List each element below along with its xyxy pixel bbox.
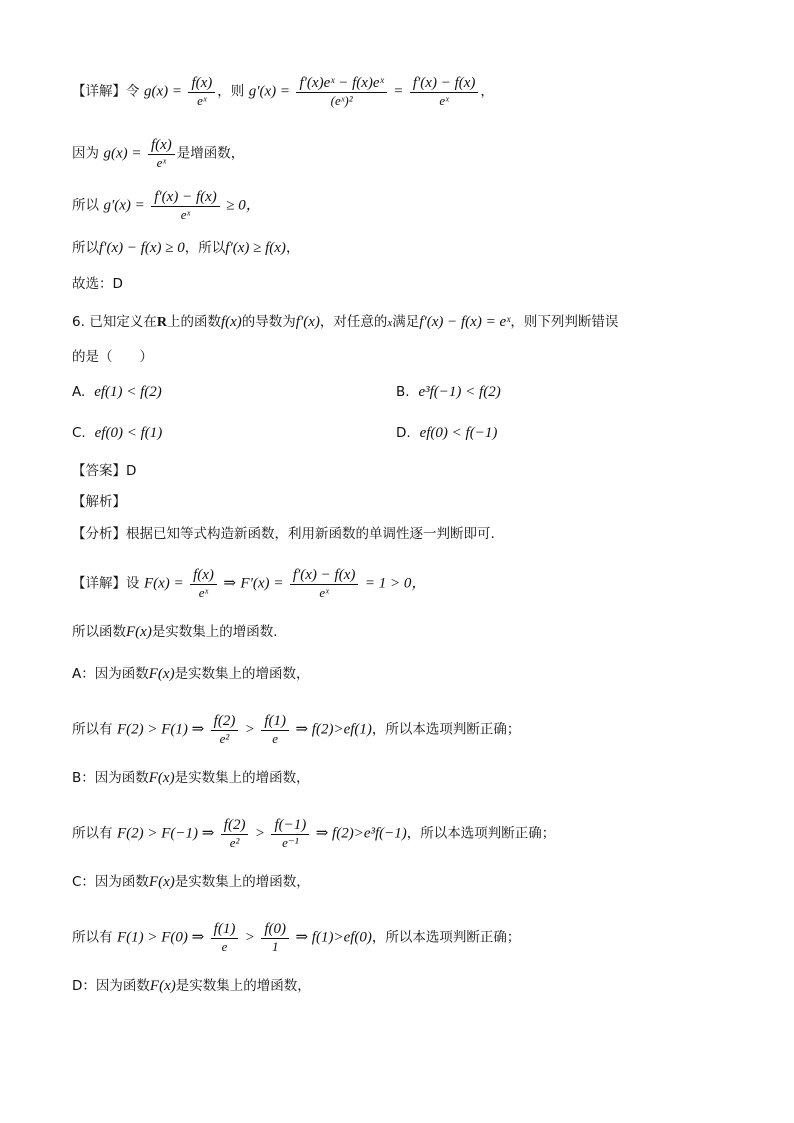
question-number: 6. [72, 314, 85, 330]
fraction: $\frac{f'(x) - f(x)}{\text{eˣ}}$ [290, 566, 359, 601]
fraction: $\frac{f'(x) - f(x)}{\text{eˣ}}$ [410, 74, 479, 109]
option-d: D. ef(0) < f(−1) [396, 425, 498, 441]
fraction: $\frac{f(2)}{\text{e²}}$ [211, 712, 239, 747]
fraction: $\frac{\text{f′(x)eˣ − f(x)eˣ}}{\text{(eˣ)²}}$ [296, 74, 386, 109]
option-b: B. e³f(−1) < f(2) [396, 384, 501, 400]
because-line: 因为 g(x) = $\frac{f(x)}{\text{eˣ}}$ 是增函数， [72, 137, 245, 170]
part-a-derivation: 所以有 F(2) > F(1) ⇒ $\frac{f(2)}{\text{e²}}$ > $\frac{f(1)}{e}$ ⇒ f(2)>ef(1)，所以本选项判断正确； [72, 713, 521, 746]
option-c: C. ef(0) < f(1) [72, 425, 163, 441]
option-a: A. ef(1) < f(2) [72, 384, 162, 400]
question-line-1: 6. 已知定义在R上的函数f(x)的导数为f′(x)，对任意的x满足f′(x) − f(x) = eˣ，则下列判断错误 [72, 314, 619, 330]
question-line-2: 的是（ ） [72, 349, 153, 365]
fraction: $\frac{f(x)}{\text{eˣ}}$ [188, 74, 215, 109]
fraction: $\frac{f(x)}{\text{eˣ}}$ [148, 136, 175, 171]
fraction: $\frac{f(-1)}{\text{e⁻¹}}$ [271, 816, 309, 851]
part-d-head: D：因为函数F(x)是实数集上的增函数， [72, 978, 311, 994]
so-line-1: 所以 g′(x) = $\frac{f'(x) - f(x)}{\text{eˣ}}$ ≥ 0， [72, 189, 261, 222]
part-c-derivation: 所以有 F(1) > F(0) ⇒ $\frac{f(1)}{e}$ > $\frac{f(0)}{1}$ ⇒ f(1)>ef(0)，所以本选项判断正确； [72, 921, 521, 954]
detail-line-1: 【详解】令 g(x) = $\frac{f(x)}{\text{eˣ}}$ ，则 g′(x) = $\frac{\text{f′(x)eˣ − f(x)eˣ}}{\text{(eˣ)²}}$ = $\frac{f'(x) - f(x)}{\text{eˣ}}$ ， [72, 75, 494, 108]
fraction: $\frac{f'(x) - f(x)}{\text{eˣ}}$ [151, 188, 220, 223]
so-line-2: 所以f′(x) − f(x) ≥ 0，所以f′(x) ≥ f(x)， [72, 240, 300, 256]
fraction: $\frac{f(0)}{1}$ [261, 920, 289, 955]
fraction: $\frac{f(1)}{e}$ [211, 920, 239, 955]
analysis-tag: 【解析】 [72, 494, 126, 510]
part-b-head: B：因为函数F(x)是实数集上的增函数， [72, 770, 310, 786]
part-a-head: A：因为函数F(x)是实数集上的增函数， [72, 666, 310, 682]
detail-line-2: 【详解】设 F(x) = $\frac{f(x)}{\text{eˣ}}$ ⇒ F′(x) = $\frac{f'(x) - f(x)}{\text{eˣ}}$ = 1 > 0， [72, 567, 427, 600]
part-b-derivation: 所以有 F(2) > F(−1) ⇒ $\frac{f(2)}{\text{e²}}$ > $\frac{f(-1)}{\text{e⁻¹}}$ ⇒ f(2)>e³f(−1)，所以本选项判断正确； [72, 817, 556, 850]
choose-line: 故选：D [72, 276, 123, 292]
answer-line: 【答案】D [72, 463, 137, 479]
answer-value: D [126, 463, 137, 479]
part-c-head: C：因为函数F(x)是实数集上的增函数， [72, 874, 310, 890]
fraction: $\frac{f(1)}{e}$ [261, 712, 289, 747]
fenxi-line: 【分析】根据已知等式构造新函数，利用新函数的单调性逐一判断即可. [72, 526, 495, 542]
F-increasing-line: 所以函数F(x)是实数集上的增函数. [72, 624, 278, 640]
detail-tag: 【详解】 [72, 83, 126, 100]
fraction: $\frac{f(x)}{\text{eˣ}}$ [190, 566, 217, 601]
fraction: $\frac{f(2)}{\text{e²}}$ [221, 816, 249, 851]
